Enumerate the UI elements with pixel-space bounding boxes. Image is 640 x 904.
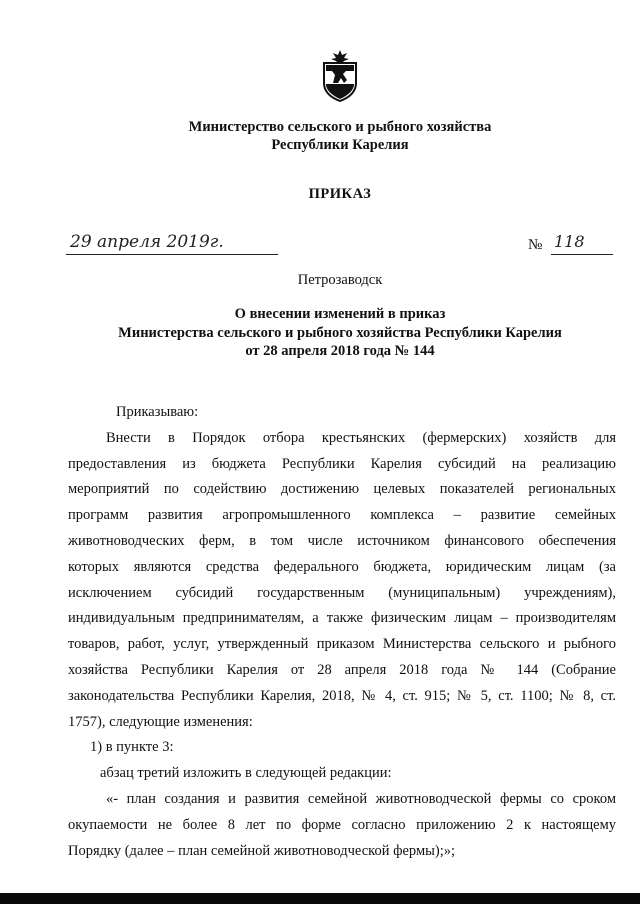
body-line: исключением субсидий государственным (муниципальным) учреждениям), bbox=[68, 584, 616, 601]
body-line: 1757), следующие изменения: bbox=[68, 713, 253, 730]
body-line: «- план создания и развития семейной животноводческой фермы со сроком bbox=[106, 790, 616, 807]
body-line: Порядку (далее – план семейной животноводческой фермы);»; bbox=[68, 842, 456, 859]
ministry-name bbox=[0, 118, 640, 154]
body-line: Внести в Порядок отбора крестьянских (фермерских) хозяйств для bbox=[106, 429, 616, 446]
subject-line-2: Министерства сельского и рыбного хозяйства Республики Карелия bbox=[118, 324, 562, 341]
subject-line-1: О внесении изменений в приказ bbox=[234, 306, 446, 322]
body-line: законодательства Республики Карелия, 2018, № 4, ст. 915; № 5, ст. 1100; № 8, ст. bbox=[68, 687, 616, 704]
handwritten-number: 118 bbox=[554, 232, 585, 251]
body-line: 1) в пункте 3: bbox=[90, 739, 174, 756]
body-line: индивидуальным предпринимателям, а также физическим лицам – производителям bbox=[68, 610, 616, 627]
ministry-line-1: Министерство сельского и рыбного хозяйства bbox=[188, 119, 492, 135]
body-line: животноводческих ферм, в том числе источником финансового обеспечения bbox=[68, 532, 616, 549]
body-line: хозяйства Республики Карелия от 28 апреля 2018 года № 144 (Собрание bbox=[68, 661, 616, 678]
body-line: Приказываю: bbox=[116, 404, 199, 420]
body-line: которых являются средства федерального бюджета, юридическим лицам (за bbox=[68, 558, 616, 575]
body-line: абзац третий изложить в следующей редакции: bbox=[100, 765, 392, 782]
document-type: ПРИКАЗ bbox=[308, 186, 372, 202]
number-underline bbox=[551, 254, 613, 255]
handwritten-date: 29 апреля 2019г. bbox=[70, 232, 224, 252]
body-line: товаров, работ, услуг, утвержденный приказом Министерства сельского и рыбного bbox=[68, 636, 616, 653]
subject-line-3: от 28 апреля 2018 года № 144 bbox=[245, 343, 435, 359]
karelia-coat-of-arms-icon bbox=[319, 49, 361, 103]
body-line: программ развития агропромышленного комплекса – развитие семейных bbox=[68, 507, 616, 524]
order-body bbox=[68, 400, 616, 864]
scan-edge-bar bbox=[0, 893, 640, 904]
body-line: предоставления из бюджета Республики Карелия субсидий на реализацию bbox=[68, 455, 616, 472]
body-line: окупаемости не более 8 лет по форме согласно приложению 2 к настоящему bbox=[68, 816, 616, 833]
order-subject bbox=[0, 305, 640, 361]
city: Петрозаводск bbox=[297, 272, 383, 288]
body-line: мероприятий по содействию достижению целевых показателей региональных bbox=[68, 481, 616, 498]
number-label: № bbox=[528, 237, 543, 253]
ministry-line-2: Республики Карелия bbox=[271, 137, 409, 153]
date-underline bbox=[66, 254, 278, 255]
